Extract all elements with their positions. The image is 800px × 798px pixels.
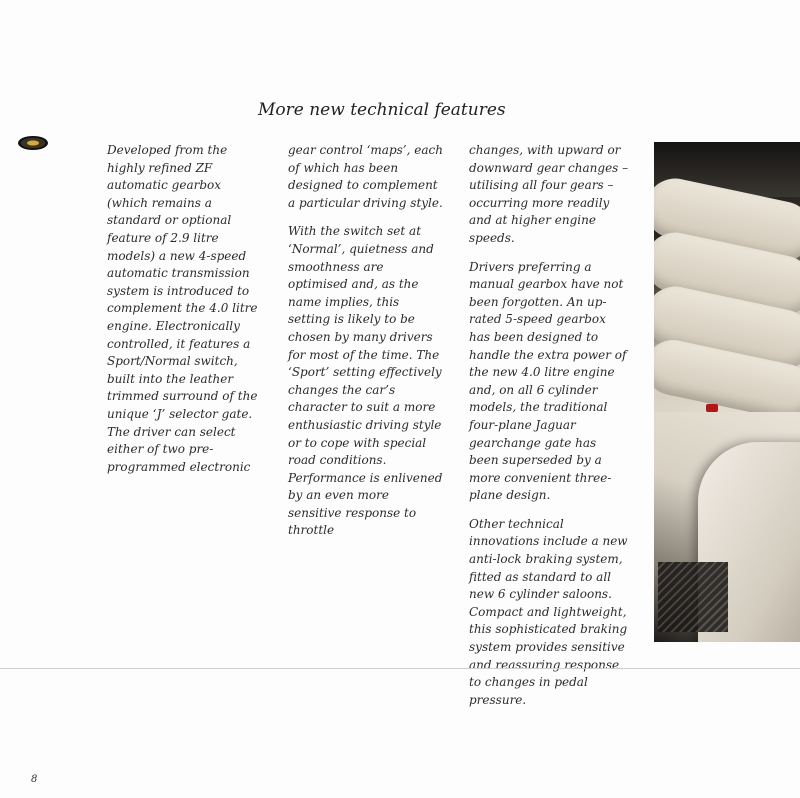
- console-controls: [658, 562, 728, 632]
- column-3-paragraph-2: Drivers preferring a manual gearbox have not been forgotten. An up-rated 5-speed gearbox has been designed to handle the extra power of the new 4.0 litre engine and, on all 6 cylinder models, the traditional four-plane Jaguar gearchange gate has been superseded by a more convenient three-plane design.: [469, 259, 627, 503]
- column-2-paragraph-1: gear control ‘maps’, each of which has been designed to complement a particular driving style.: [288, 143, 443, 210]
- leather-seat-photo: [654, 142, 800, 642]
- text-column-3: [469, 142, 629, 720]
- text-column-1: [107, 142, 265, 487]
- column-3-paragraph-1: changes, with upward or downward gear changes – utilising all four gears – occurring more readily and at higher engine speeds.: [469, 143, 629, 245]
- text-column-2: [288, 142, 444, 551]
- page-number: 8: [31, 774, 38, 785]
- warning-light: [706, 404, 718, 412]
- page-divider: [0, 668, 800, 669]
- page-title: More new technical features: [258, 100, 506, 120]
- jaguar-badge-icon: [18, 136, 48, 150]
- column-2-paragraph-2: With the switch set at ‘Normal’, quietness and smoothness are optimised and, as the name implies, this setting is likely to be chosen by many drivers for most of the time. The ‘Sport’ setting effectively changes the car’s character to suit a more enthusiastic driving style or to cope with special road conditions. Performance is enlivened by an even more sensitive response to throttle: [288, 224, 443, 538]
- column-3-paragraph-3: Other technical innovations include a new anti-lock braking system, fitted as standard to all new 6 cylinder saloons. Compact and lightweight, this sophisticated braking system provides sensitive and reassuring response to changes in pedal pressure.: [469, 516, 628, 707]
- column-1-paragraph-1: Developed from the highly refined ZF automatic gearbox (which remains a standard or optional feature of 2.9 litre models) a new 4-speed automatic transmission system is introduced to complement the 4.0 litre engine. Electronically controlled, it features a Sport/Normal switch, built into the leather trimmed surround of the unique ‘J’ selector gate. The driver can select either of two pre-programmed electronic: [107, 143, 258, 474]
